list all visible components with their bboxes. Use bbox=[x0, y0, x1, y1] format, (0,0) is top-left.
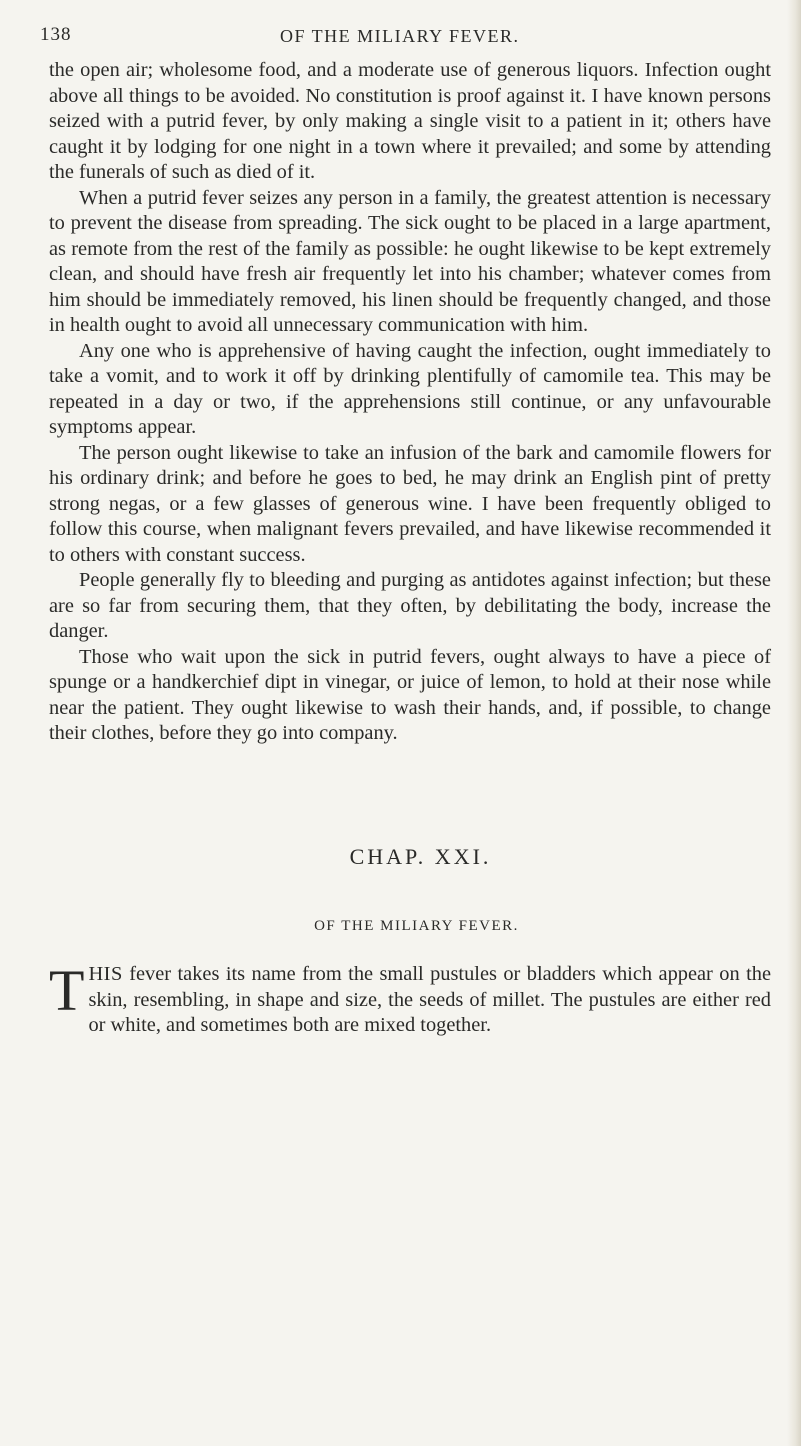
paragraph: People generally fly to bleeding and purging as antidotes against infection; but these are so far from securing them, that they often, by debilitating the body, increase the danger. bbox=[49, 569, 771, 642]
chapter-number: CHAP. XXI. bbox=[349, 844, 492, 869]
paragraph: Any one who is apprehensive of having caught the infection, ought immediately to take a vomit, and to work it off by drinking plentifully of camomile tea. This may be repeated in a day or two, if the apprehensions still continue, or any unfavourable symptoms appear. bbox=[49, 339, 771, 438]
first-word-rest: HIS bbox=[88, 963, 123, 985]
paragraph: Those who wait upon the sick in putrid fevers, ought always to have a piece of spunge or a handkerchief dipt in vinegar, or juice of lemon, to hold at their nose while near the patient. They ought likewise to wash their hands, and, if possible, to change their clothes, before they go into company. bbox=[49, 645, 771, 744]
running-head bbox=[40, 24, 775, 54]
paragraph: the open air; wholesome food, and a moderate use of generous liquors. Infection ought above all things to be avoided. No constitution is proof against it. I have known persons seized with a putrid fever, by only making a single visit to a patient in it; others have caught it by lodging for one night in a town where it prevailed; and some by attending the funerals of such as died of it. bbox=[49, 59, 771, 183]
paragraph: The person ought likewise to take an infusion of the bark and camomile flowers for his ordinary drink; and before he goes to bed, he may drink an English pint of pretty strong negas, or a few glasses of generous wine. I have been frequently obliged to follow this course, when malignant fevers prevailed, and have likewise recommended it to others with constant success. bbox=[49, 441, 771, 566]
body-text bbox=[49, 58, 771, 747]
chapter-opening-paragraph bbox=[49, 958, 771, 1039]
chapter-title: OF THE MILIARY FEVER. bbox=[314, 918, 519, 934]
paragraph: When a putrid fever seizes any person in a family, the greatest attention is necessary to prevent the disease from spreading. The sick ought to be placed in a large apartment, as remote from the rest of the family as possible: he ought likewise to be kept extremely clean, and should have fresh air frequently let into his chamber; whatever comes from him should be immediately removed, his linen should be frequently changed, and those in health ought to avoid all unnecessary communication with him. bbox=[49, 186, 771, 336]
page-number: 138 bbox=[40, 24, 72, 45]
chapter-text: fever takes its name from the small pustules or bladders which appear on the skin, resembling, in shape and size, the seeds of millet. The pustules are either red or white, and sometimes both are mixed together. bbox=[88, 963, 771, 1036]
drop-cap: T bbox=[49, 958, 85, 1023]
running-head-title: OF THE MILIARY FEVER. bbox=[280, 26, 520, 46]
page-edge-shadow bbox=[787, 0, 801, 1446]
